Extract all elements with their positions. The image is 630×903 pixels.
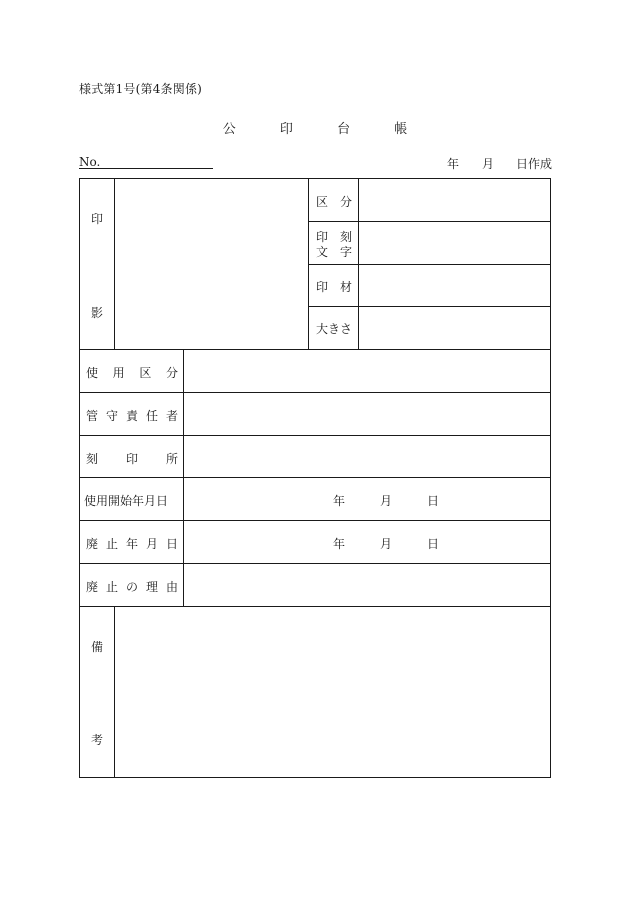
row-char: 使 bbox=[86, 366, 99, 380]
row-char: 止 bbox=[105, 580, 118, 594]
attr-char: 区 bbox=[316, 195, 329, 209]
attr-char: 分 bbox=[339, 195, 352, 209]
title-char: 台 bbox=[337, 122, 351, 137]
title-char: 帳 bbox=[394, 122, 408, 137]
abolish-year-label: 年 bbox=[333, 537, 346, 551]
impression-label-bottom: 影 bbox=[91, 306, 104, 320]
attr-char: 印 bbox=[316, 280, 329, 294]
row-char: 止 bbox=[105, 537, 118, 551]
row-char: 年 bbox=[125, 537, 138, 551]
engraver-field[interactable] bbox=[184, 436, 551, 477]
attr-char: 刻 bbox=[339, 230, 352, 244]
usage-category-field[interactable] bbox=[184, 350, 551, 392]
row-label-engraver bbox=[86, 450, 178, 467]
col-divider bbox=[308, 178, 309, 349]
row-char: 廃 bbox=[86, 537, 99, 551]
row-label-abolish-reason bbox=[86, 578, 178, 595]
attr-label-size: 大きさ bbox=[316, 322, 353, 336]
start-day-label: 日 bbox=[427, 494, 440, 508]
attr-char: 材 bbox=[339, 280, 352, 294]
start-date-field[interactable] bbox=[184, 478, 551, 520]
row-char: 区 bbox=[139, 366, 152, 380]
title-char: 公 bbox=[222, 122, 236, 137]
title-char: 印 bbox=[279, 122, 293, 137]
abolish-reason-field[interactable] bbox=[184, 564, 551, 606]
row-char: 分 bbox=[165, 366, 178, 380]
row-char: 任 bbox=[145, 409, 158, 423]
attr-label-category bbox=[316, 193, 352, 210]
row-char: 用 bbox=[112, 366, 125, 380]
row-char: 印 bbox=[125, 452, 138, 466]
abolish-day-label: 日 bbox=[427, 537, 440, 551]
remarks-label-top: 備 bbox=[91, 640, 104, 654]
number-field[interactable] bbox=[79, 168, 213, 169]
created-month-label: 月 bbox=[482, 157, 495, 171]
remarks-field[interactable] bbox=[115, 607, 551, 778]
abolish-month-label: 月 bbox=[380, 537, 393, 551]
row-char: の bbox=[125, 580, 138, 594]
row-label-custodian bbox=[86, 407, 178, 424]
category-field[interactable] bbox=[359, 179, 551, 221]
remarks-label-bottom: 考 bbox=[91, 733, 104, 747]
row-label-usage-category bbox=[86, 364, 178, 381]
form-id: 様式第1号(第4条関係) bbox=[79, 82, 203, 96]
number-label: No. bbox=[79, 155, 101, 169]
impression-label-top: 印 bbox=[91, 212, 104, 226]
start-year-label: 年 bbox=[333, 494, 346, 508]
engraving-text-field[interactable] bbox=[359, 222, 551, 264]
custodian-field[interactable] bbox=[184, 393, 551, 435]
row-char: 守 bbox=[105, 409, 118, 423]
created-day-label: 日作成 bbox=[516, 157, 553, 171]
attr-label-material bbox=[316, 278, 352, 295]
size-field[interactable] bbox=[359, 307, 551, 349]
material-field[interactable] bbox=[359, 265, 551, 306]
page-title bbox=[0, 118, 630, 137]
row-char: 由 bbox=[165, 580, 178, 594]
row-char: 廃 bbox=[86, 580, 99, 594]
attr-label-engraving-line2 bbox=[316, 243, 352, 260]
row-label-start-date: 使用開始年月日 bbox=[84, 494, 169, 508]
row-char: 刻 bbox=[86, 452, 99, 466]
row-char: 理 bbox=[145, 580, 158, 594]
attr-char: 印 bbox=[316, 230, 329, 244]
row-char: 日 bbox=[165, 537, 178, 551]
row-char: 月 bbox=[145, 537, 158, 551]
row-label-abolish-date bbox=[86, 535, 178, 552]
start-month-label: 月 bbox=[380, 494, 393, 508]
impression-area[interactable] bbox=[115, 179, 308, 349]
row-char: 者 bbox=[165, 409, 178, 423]
row-char: 所 bbox=[165, 452, 178, 466]
row-char: 管 bbox=[86, 409, 99, 423]
created-year-label: 年 bbox=[447, 157, 460, 171]
attr-char: 文 bbox=[316, 245, 329, 259]
abolish-date-field[interactable] bbox=[184, 521, 551, 563]
attr-char: 字 bbox=[339, 245, 352, 259]
row-char: 責 bbox=[125, 409, 138, 423]
